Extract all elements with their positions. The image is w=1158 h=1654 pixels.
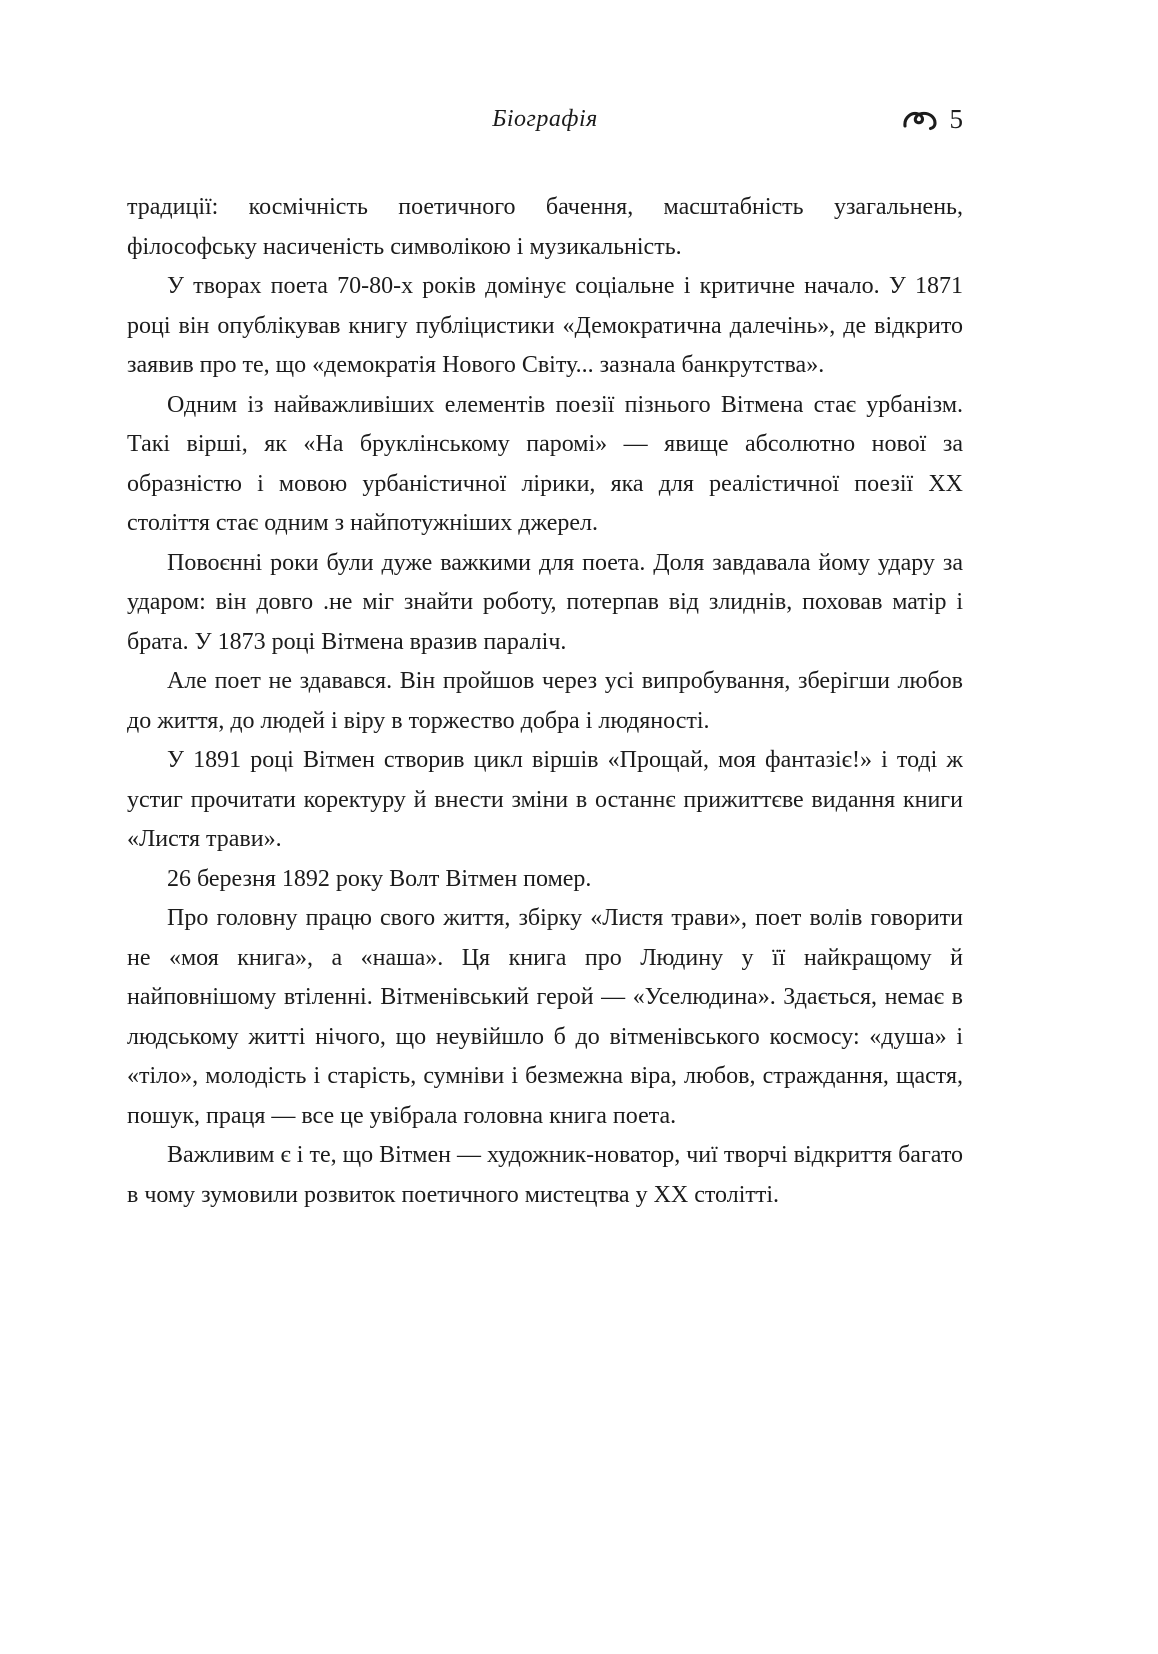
paragraph: Одним із найважливіших елементів поезії пізнього Вітмена стає урбанізм. Такі вірші, як «На бруклінському паромі» — явище абсолютно нової за образністю і мовою урбаністичної лірики, яка для реалістичної поезії XX століття стає одним з найпотужніших джерел. bbox=[127, 391, 963, 536]
paragraph: У 1891 році Вітмен створив цикл віршів «Прощай, моя фантазіє!» і тоді ж устиг прочитати коректуру й внести зміни в останнє прижиттєве видання книги «Листя трави». bbox=[127, 747, 963, 852]
page-number: 5 bbox=[949, 104, 963, 134]
paragraph: Про головну працю свого життя, збірку «Листя трави», поет волів говорити не «моя книга», а «наша». Ця книга про Людину у її найкращому й найповнішому втіленні. Вітменівський герой — «Уселюдина». Здається, немає в людському житті нічого, що неувійшло б до вітменівського космосу: «душа» і «тіло», молодість і старість, сумніви і безмежна віра, любов, страждання, щастя, пошук, праця — все це увібрала головна книга поета. bbox=[127, 905, 963, 1129]
paragraph: 26 березня 1892 року Волт Вітмен помер. bbox=[167, 865, 592, 892]
paragraph: Важливим є і те, що Вітмен — художник-новатор, чиї творчі відкриття багато в чому зумовили розвиток поетичного мистецтва у XX столітті. bbox=[127, 1142, 963, 1208]
page-body bbox=[127, 188, 963, 1215]
page-header bbox=[127, 106, 963, 140]
paragraph: традиції: космічність поетичного бачення, масштабність узагальнень, філософську насиченість символікою і музикальність. bbox=[127, 194, 963, 260]
running-title: Біографія bbox=[492, 106, 598, 132]
paragraph: Повоєнні роки були дуже важкими для поета. Доля завдавала йому удару за ударом: він довго .не міг знайти роботу, потерпав від злиднів, поховав матір і брата. У 1873 році Вітмена вразив параліч. bbox=[127, 549, 963, 655]
fleuron-icon bbox=[902, 109, 938, 131]
paragraph: Але поет не здавався. Він пройшов через усі випробування, зберігши любов до життя, до людей і віру в торжество добра і людяності. bbox=[127, 668, 963, 734]
page-number-group bbox=[902, 104, 964, 135]
paragraph: У творах поета 70-80-х років домінує соціальне і критичне начало. У 1871 році він опублікував книгу публіцистики «Демократична далечінь», де відкрито заявив про те, що «демократія Нового Світу... зазнала банкрутства». bbox=[127, 273, 963, 378]
